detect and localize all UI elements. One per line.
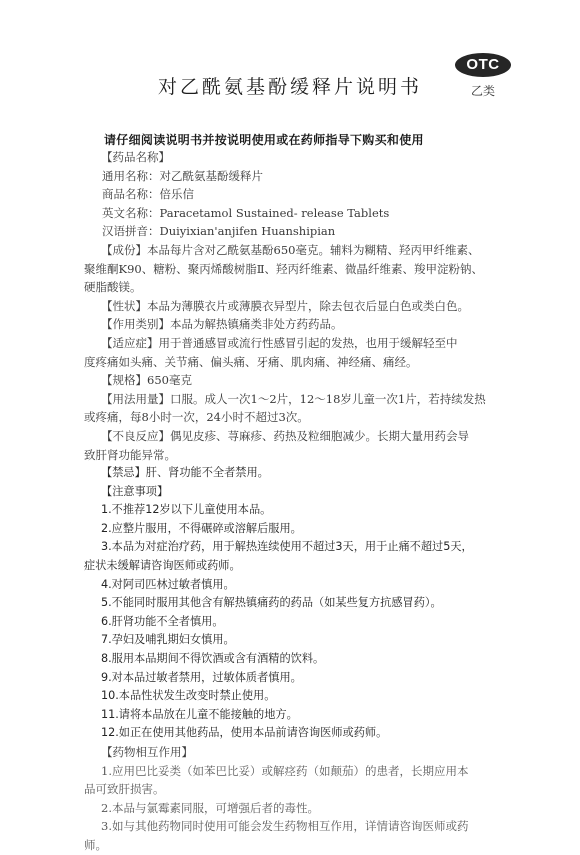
ingredients-line: 聚维酮K90、糖粉、聚丙烯酸树脂Ⅱ、羟丙纤维素、微晶纤维素、羧甲淀粉钠、 [84,261,484,276]
interaction-line: 师。 [84,837,107,852]
precautions-header: 【注意事项】 [101,484,169,498]
precaution-item: 1.不推荐12岁以下儿童使用本品。 [101,503,272,517]
specification: 【规格】650毫克 [101,373,192,388]
precaution-item: 12.如正在使用其他药品，使用本品前请咨询医师或药师。 [101,726,388,740]
adverse-reactions-line: 致肝肾功能异常。 [84,447,176,462]
precaution-item: 5.不能同时服用其他含有解热镇痛药的药品（如某些复方抗感冒药）。 [101,596,442,610]
ingredients-line: 【成份】本品每片含对乙酰氨基酚650毫克。辅料为糊精、羟丙甲纤维素、 [101,242,480,257]
interaction-line: 1.应用巴比妥类（如苯巴比妥）或解痉药（如颠茄）的患者，长期应用本 [101,763,469,778]
contraindications: 【禁忌】肝、肾功能不全者禁用。 [101,466,269,480]
adverse-reactions-line: 【不良反应】偶见皮疹、荨麻疹、药热及粒细胞减少。长期大量用药会导 [101,428,469,443]
indication-line: 度疼痛如头痛、关节痛、偏头痛、牙痛、肌肉痛、神经痛、痛经。 [84,354,418,369]
precaution-item: 4.对阿司匹林过敏者慎用。 [101,577,235,591]
trade-name: 商品名称：倍乐信 [102,187,194,202]
interaction-line: 3.如与其他药物同时使用可能会发生药物相互作用，详情请咨询医师或药 [101,819,469,834]
category: 【作用类别】本品为解热镇痛类非处方药药品。 [101,317,343,332]
interaction-line: 品可致肝损害。 [84,782,165,797]
interactions-header: 【药物相互作用】 [101,745,193,759]
ingredients-line: 硬脂酸镁。 [84,280,142,295]
precaution-item: 8.服用本品期间不得饮酒或含有酒精的饮料。 [101,652,325,666]
precaution-item: 9.对本品过敏者禁用，过敏体质者慎用。 [101,670,302,684]
precaution-item: 3.本品为对症治疗药，用于解热连续使用不超过3天，用于止痛不超过5天， [101,540,473,554]
english-name: 英文名称：Paracetamol Sustained- release Tablets [102,205,390,220]
appearance: 【性状】本品为薄膜衣片或薄膜衣异型片，除去包衣后显白色或类白色。 [101,298,469,313]
pinyin-name: 汉语拼音：Duiyixian'anjifen Huanshipian [102,224,336,239]
otc-class-label: 乙类 [470,84,495,98]
indication-line: 【适应症】用于普通感冒或流行性感冒引起的发热，也用于缓解轻至中 [101,335,458,350]
precaution-item: 11.请将本品放在儿童不能接触的地方。 [101,707,298,721]
interaction-line: 2.本品与氯霉素同服，可增强后者的毒性。 [101,800,319,815]
dosage-line: 或疼痛，每8小时一次，24小时不超过3次。 [84,410,309,425]
drug-name-header: 【药品名称】 [101,150,170,164]
precaution-item: 2.应整片服用，不得碾碎或溶解后服用。 [101,521,302,535]
precaution-item: 7.孕妇及哺乳期妇女慎用。 [101,633,235,647]
dosage-line: 【用法用量】口服。成人一次1～2片，12～18岁儿童一次1片，若持续发热 [101,391,486,406]
leaflet-body [84,148,524,855]
precaution-item: 10.本品性状发生改变时禁止使用。 [101,689,276,703]
precaution-item: 6.肝肾功能不全者慎用。 [101,614,224,628]
generic-name: 通用名称：对乙酰氨基酚缓释片 [102,168,263,183]
precaution-item-continued: 症状未缓解请咨询医师或药师。 [84,559,241,573]
usage-notice: 请仔细阅读说明书并按说明使用或在药师指导下购买和使用 [104,133,424,147]
otc-logo: OTC [455,53,511,77]
document-title: 对乙酰氨基酚缓释片说明书 [157,76,422,98]
precautions-list [84,501,524,743]
